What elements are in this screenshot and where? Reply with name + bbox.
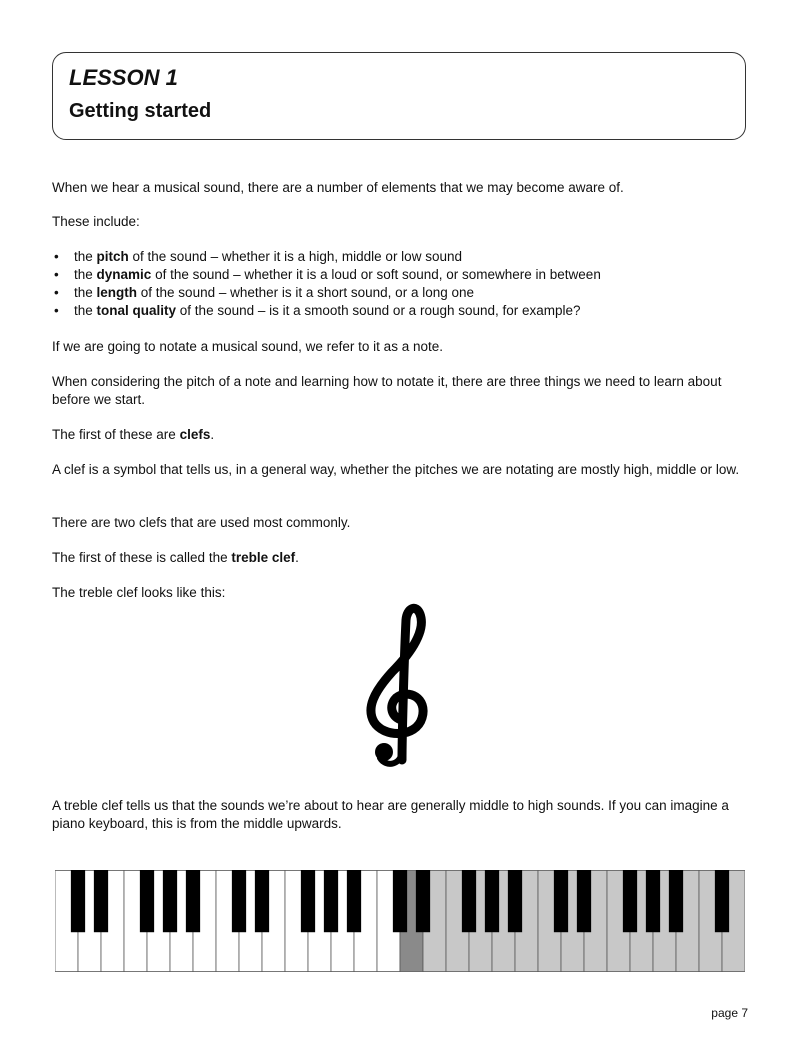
bullet-icon: • <box>54 249 59 264</box>
black-key <box>416 870 430 932</box>
black-key <box>301 870 315 932</box>
lesson-title: Getting started <box>69 100 212 122</box>
black-key <box>577 870 591 932</box>
list-item <box>52 266 752 284</box>
black-key <box>669 870 683 932</box>
list-item-text: of the sound – is it a smooth sound or a rough sound, for example? <box>176 303 581 318</box>
list-item-text: the <box>74 267 97 282</box>
black-key <box>554 870 568 932</box>
black-key <box>462 870 476 932</box>
lesson-number: LESSON 1 <box>69 65 178 90</box>
black-key <box>232 870 246 932</box>
list-item-term: dynamic <box>96 267 152 282</box>
list-item-term: pitch <box>96 249 129 264</box>
list-item-text: of the sound – whether it is a loud or soft sound, or somewhere in between <box>151 267 601 282</box>
bullet-icon: • <box>54 285 59 300</box>
list-item-text: the <box>74 249 97 264</box>
black-key <box>347 870 361 932</box>
paragraph-treble-clef: The first of these is called the treble clef. <box>52 550 299 565</box>
paragraph-pitch: When considering the pitch of a note and learning how to notate it, there are three things we need to learn about before we start. <box>52 374 722 407</box>
paragraph-treble-description: A treble clef tells us that the sounds we’re about to hear are generally middle to high sounds. If you can imagine a piano keyboard, this is from the middle upwards. <box>52 798 729 831</box>
black-key <box>324 870 338 932</box>
black-key <box>71 870 85 932</box>
list-item <box>52 284 752 302</box>
paragraph-these-include: These include: <box>52 214 140 229</box>
list-item-term: length <box>96 285 138 300</box>
paragraph-note: If we are going to notate a musical sound, we refer to it as a note. <box>52 339 443 354</box>
black-key <box>623 870 637 932</box>
black-key <box>255 870 269 932</box>
lesson-header-box <box>52 52 746 140</box>
elements-list <box>52 248 752 320</box>
black-key <box>163 870 177 932</box>
black-key <box>646 870 660 932</box>
black-key <box>186 870 200 932</box>
bullet-icon: • <box>54 267 59 282</box>
list-item-text: the <box>74 303 97 318</box>
black-key <box>393 870 407 932</box>
black-key <box>94 870 108 932</box>
paragraph-clef-definition: A clef is a symbol that tells us, in a general way, whether the pitches we are notating are mostly high, middle or low. <box>52 462 740 477</box>
piano-keyboard <box>55 870 745 972</box>
list-item-text: of the sound – whether is it a short sound, or a long one <box>137 285 474 300</box>
list-item <box>52 302 752 320</box>
treble-clef-icon <box>350 600 450 770</box>
paragraph-two-clefs: There are two clefs that are used most commonly. <box>52 515 351 530</box>
paragraph-clefs: The first of these are clefs. <box>52 427 215 442</box>
paragraph-looks-like: The treble clef looks like this: <box>52 585 226 600</box>
page-number: page 7 <box>711 1006 748 1020</box>
list-item <box>52 248 752 266</box>
black-key <box>715 870 729 932</box>
black-key <box>485 870 499 932</box>
list-item-term: tonal quality <box>96 303 177 318</box>
list-item-text: the <box>74 285 97 300</box>
paragraph-intro: When we hear a musical sound, there are a number of elements that we may become aware of. <box>52 180 624 195</box>
black-key <box>140 870 154 932</box>
black-key <box>508 870 522 932</box>
bullet-icon: • <box>54 303 59 318</box>
list-item-text: of the sound – whether it is a high, middle or low sound <box>128 249 462 264</box>
